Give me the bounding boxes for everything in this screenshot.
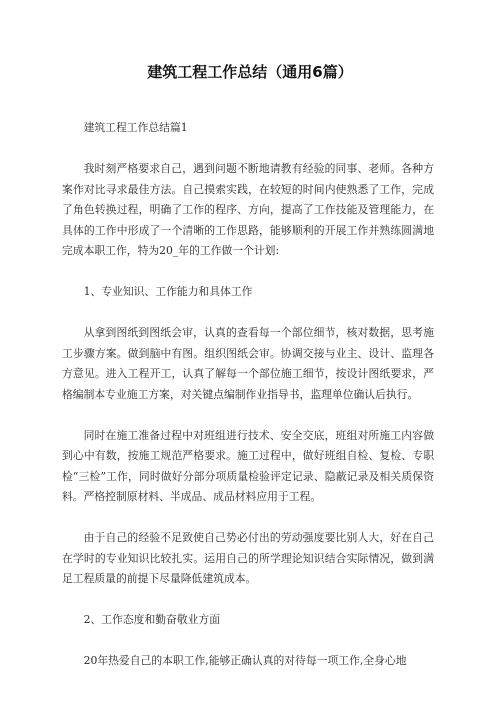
body-paragraph: 我时刻严格要求自己，遇到问题不断地请教有经验的同事、老师。各种方案作对比寻求最佳方法。自己摸索实践，在较短的时间内使熟悉了工作，完成了角色转换过程，明确了工作的程序、方向，提高了工作技能及管理能力，在具体的工作中形成了一个清晰的工作思路，能够顺利的开展工作并熟练圆满地完成本职工作，特为20_年的工作做一个计划: — [62, 162, 434, 257]
page-title: 建筑工程工作总结（通用6篇） — [147, 63, 353, 81]
body-paragraph: 由于自己的经验不足致使自己势必付出的劳动强度要比别人大，好在自己在学时的专业知识比较扎实。运用自己的所学理论知识结合实际情况，做到满足工程质量的前提下尽量降低建筑成本。 — [62, 531, 434, 585]
body-paragraph: 20年热爱自己的本职工作,能够正确认真的对待每一项工作,全身心地 — [83, 654, 407, 667]
section-heading: 1、专业知识、工作能力和具体工作 — [83, 285, 253, 298]
body-paragraph: 同时在施工准备过程中对班组进行技术、安全交底，班组对所施工内容做到心中有数，按施工规范严格要求。施工过程中，做好班组自检、复检、专职检“三检”工作，同时做好分部分项质量检验评定记录、隐蔽记录及相关质保资料。严格控制原材料、半成品、成品材料应用于工程。 — [62, 428, 434, 503]
document-body — [62, 118, 434, 672]
section-heading: 建筑工程工作总结篇1 — [83, 121, 188, 134]
section-heading: 2、工作态度和勤奋敬业方面 — [83, 613, 221, 626]
body-paragraph: 从拿到图纸到图纸会审，认真的查看每一个部位细节，核对数据，思考施工步骤方案。做到脑中有图。组织图纸会审。协调交接与业主、设计、监理各方意见。进入工程开工，认真了解每一个部位施工细节，按设计图纸要求，严格编制本专业施工方案，对关键点编制作业指导书，监理单位确认后执行。 — [62, 326, 434, 401]
